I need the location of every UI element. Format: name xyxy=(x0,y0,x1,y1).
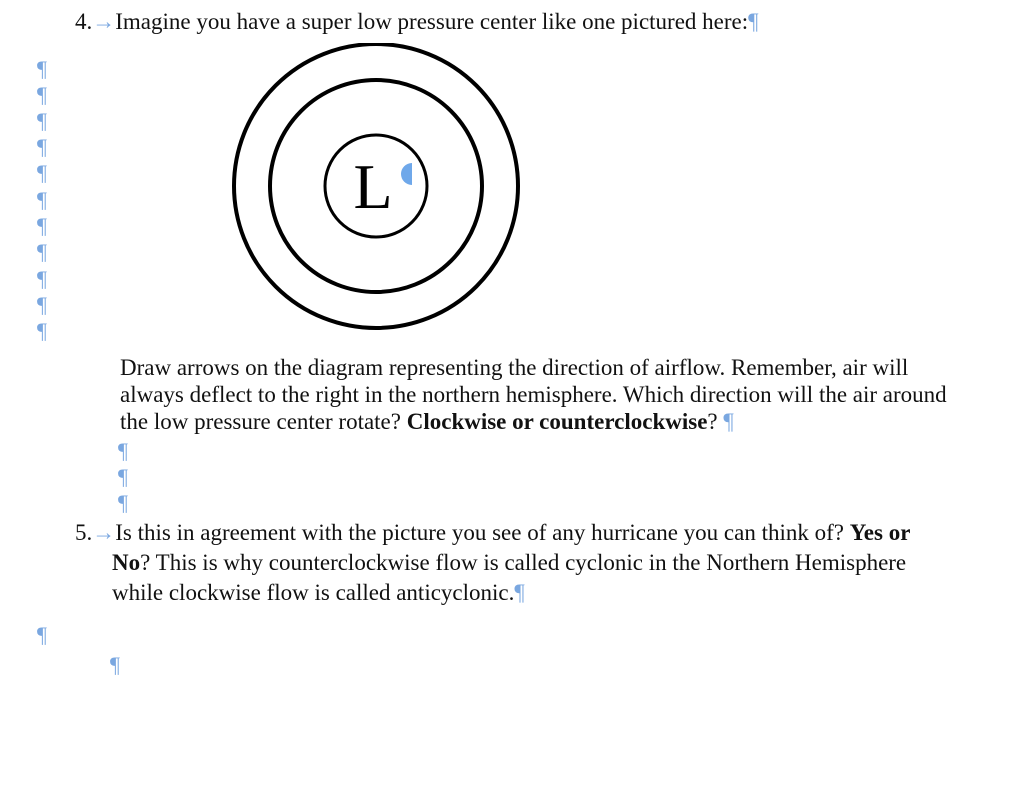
pilcrow-mark: ¶ xyxy=(37,266,47,291)
pilcrow-mark: ¶ xyxy=(37,239,47,264)
pilcrow-mark: ¶ xyxy=(37,56,47,81)
pilcrow-mark: ¶ xyxy=(110,652,120,677)
cursor-marker-icon xyxy=(401,163,412,185)
pilcrow-mark: ¶ xyxy=(748,9,759,34)
pilcrow-mark: ¶ xyxy=(118,438,128,463)
low-pressure-diagram xyxy=(232,43,522,333)
instruction-paragraph xyxy=(120,354,960,435)
tab-mark: → xyxy=(92,520,116,545)
pilcrow-mark: ¶ xyxy=(37,213,47,238)
pilcrow-mark: ¶ xyxy=(37,318,47,343)
pilcrow-mark: ¶ xyxy=(37,292,47,317)
pilcrow-mark: ¶ xyxy=(118,464,128,489)
pilcrow-mark: ¶ xyxy=(514,580,525,605)
tab-mark: → xyxy=(92,9,116,34)
pilcrow-mark: ¶ xyxy=(37,187,47,212)
low-pressure-label: L xyxy=(353,151,393,222)
instruction-bold: Clockwise or counterclockwise xyxy=(406,409,708,434)
pilcrow-mark: ¶ xyxy=(37,160,47,185)
question-5-yes-or: Yes or xyxy=(849,520,911,545)
question-5 xyxy=(75,518,955,608)
instruction-end: ? xyxy=(707,409,724,434)
question-4-text: Imagine you have a super low pressure center like one pictured here: xyxy=(115,9,749,34)
question-5-no: No xyxy=(112,550,141,575)
pilcrow-mark: ¶ xyxy=(723,409,734,434)
question-5-number: 5. xyxy=(75,520,93,545)
question-5-text-b: ? This is why counterclockwise flow is called cyclonic in the Northern Hemisphere while clockwise flow is called anticyclonic. xyxy=(112,550,907,605)
pilcrow-mark: ¶ xyxy=(37,622,47,647)
question-4-number: 4. xyxy=(75,9,93,34)
question-4 xyxy=(75,8,759,36)
instruction-text: Draw arrows on the diagram representing the direction of airflow. Remember, air will always deflect to the right in the northern hemisphere. Which direction will the air around the low pressure center rotate? xyxy=(120,355,947,434)
question-5-text-a: Is this in agreement with the picture you see of any hurricane you can think of? xyxy=(115,520,850,545)
pilcrow-mark: ¶ xyxy=(37,108,47,133)
pilcrow-mark: ¶ xyxy=(37,134,47,159)
pilcrow-mark: ¶ xyxy=(37,82,47,107)
pilcrow-mark: ¶ xyxy=(118,490,128,515)
